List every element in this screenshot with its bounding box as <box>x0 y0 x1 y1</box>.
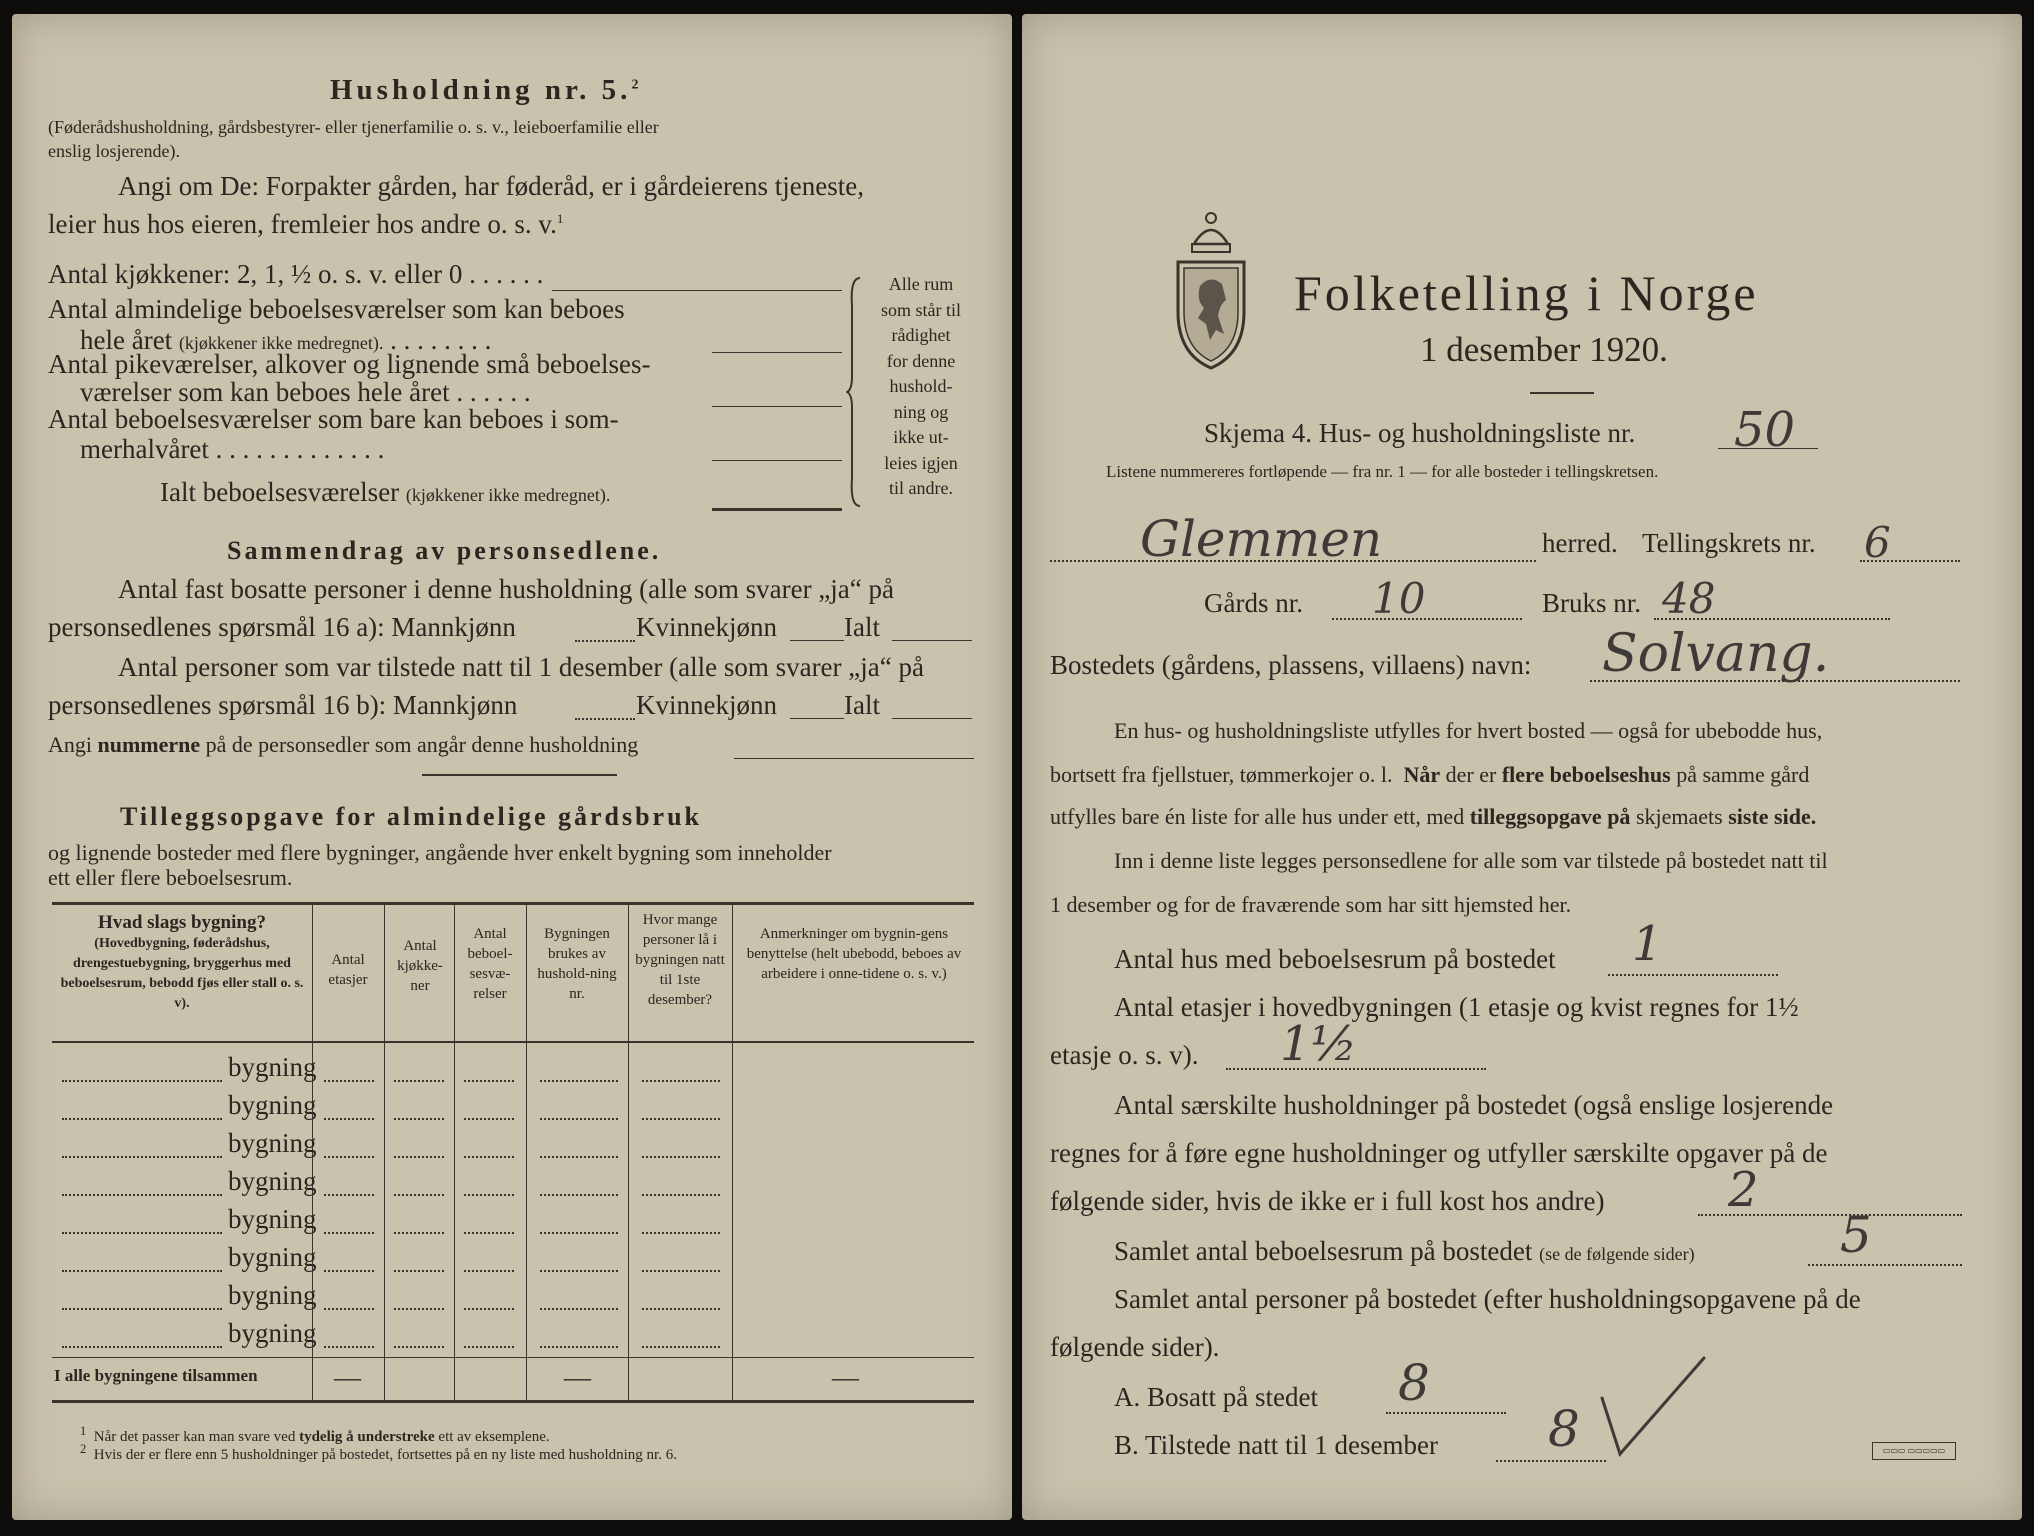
summary-male-line-2 <box>575 718 635 720</box>
row-cell-line <box>642 1156 720 1158</box>
para2-line-2: 1 desember og for de fraværende som har sitt hjemsted her. <box>1050 892 1572 917</box>
summary-line-3: Antal personer som var tilstede natt til 1 desember (alle som svarer „ja“ på <box>118 652 924 682</box>
table-row <box>56 1240 976 1278</box>
row-cell-line <box>540 1232 618 1234</box>
table-row <box>56 1202 976 1240</box>
extra-line-2: ett eller flere beboelsesrum. <box>48 865 293 890</box>
table-total-border <box>52 1357 974 1358</box>
row-cell-line <box>540 1194 618 1196</box>
gards-label: Gårds nr. <box>1204 588 1303 618</box>
present-answer-line <box>1496 1460 1606 1462</box>
summary-total-label-1: Ialt <box>844 612 880 642</box>
household-heading-sup: 2 <box>631 77 643 93</box>
schema-value: 50 <box>1734 402 1796 458</box>
rooms-q1-line-a: Antal almindelige beboelsesværelser som kan beboes <box>48 294 625 324</box>
row-cell-line <box>394 1308 444 1310</box>
table-header-persons: Hvor mange personer lå i bygningen natt til 1ste desember? <box>635 912 725 1008</box>
row-cell-line <box>324 1118 374 1120</box>
numbers-b: nummerne <box>97 732 201 757</box>
table-body <box>56 1050 976 1354</box>
row-label: bygning <box>228 1318 317 1348</box>
footnote-2-text: Hvis der er flere enn 5 husholdninger på bostedet, fortsettes på en ny liste med husholdning nr. 6. <box>93 1447 677 1463</box>
ask-line-1: Angi om De: Forpakter gården, har føderåd, er i gårdeierens tjeneste, <box>118 171 864 201</box>
table-total-dash-remarks: — <box>832 1362 859 1392</box>
row-cell-line <box>642 1308 720 1310</box>
title-divider <box>1530 392 1594 394</box>
rooms-q1-year: hele året <box>80 325 173 355</box>
households-question-1: Antal særskilte husholdninger på bostedet (også enslige losjerende <box>1114 1090 1834 1120</box>
table-total-dash-household: — <box>564 1362 591 1392</box>
row-type-line <box>62 1156 222 1158</box>
table-total-dash-floors: — <box>334 1362 361 1392</box>
row-cell-line <box>394 1232 444 1234</box>
table-bottom-border <box>52 1400 974 1403</box>
rooms-q3-line-a: Antal beboelsesværelser som bare kan beboes i som- <box>48 404 619 434</box>
row-label: bygning <box>228 1090 317 1120</box>
row-cell-line <box>642 1194 720 1196</box>
row-cell-line <box>464 1118 514 1120</box>
row-cell-line <box>394 1270 444 1272</box>
rooms-q2-answer-line <box>712 406 842 407</box>
row-cell-line <box>642 1270 720 1272</box>
row-cell-line <box>540 1080 618 1082</box>
row-type-line <box>62 1346 222 1348</box>
row-cell-line <box>540 1346 618 1348</box>
row-cell-line <box>394 1346 444 1348</box>
row-cell-line <box>642 1080 720 1082</box>
rooms-total <box>160 477 610 508</box>
table-total-label: I alle bygningene tilsammen <box>54 1366 258 1385</box>
para1-3b: tilleggsopgave på <box>1469 804 1631 829</box>
rooms-q1-answer-line <box>712 352 842 353</box>
row-cell-line <box>540 1308 618 1310</box>
row-cell-line <box>464 1232 514 1234</box>
summary-line-1: Antal fast bosatte personer i denne husholdning (alle som svarer „ja“ på <box>118 574 894 604</box>
form-date: 1 desember 1920. <box>1420 330 1668 369</box>
footnote-1a: Når det passer kan man svare ved <box>93 1429 296 1445</box>
summary-heading: Sammendrag av personsedlene. <box>227 536 662 565</box>
rooms-question <box>1114 1236 1695 1267</box>
table-row <box>56 1164 976 1202</box>
form-title: Folketelling i Norge <box>1294 265 1759 321</box>
row-cell-line <box>324 1156 374 1158</box>
brace-icon <box>846 276 862 508</box>
para1-2d: flere beboelseshus <box>1501 762 1671 787</box>
row-type-line <box>62 1080 222 1082</box>
rooms-total-note: (kjøkkener ikke medregnet). <box>405 485 611 505</box>
row-cell-line <box>324 1346 374 1348</box>
herred-label: herred. <box>1542 528 1618 558</box>
row-type-line <box>62 1270 222 1272</box>
table-header-type <box>56 912 308 1014</box>
footnote-2-num: 2 <box>80 1442 87 1456</box>
row-cell-line <box>464 1308 514 1310</box>
para1-2a: bortsett fra fjellstuer, tømmerkojer o. l. <box>1050 762 1393 787</box>
present-value: 8 <box>1548 1400 1580 1458</box>
gards-value: 10 <box>1372 574 1426 623</box>
bosted-label: Bostedets (gårdens, plassens, villaens) navn: <box>1050 650 1532 680</box>
floors-value: 1½ <box>1280 1016 1358 1072</box>
gards-answer-line <box>1332 618 1522 620</box>
row-cell-line <box>540 1270 618 1272</box>
summary-female-label-2: Kvinnekjønn <box>636 690 777 720</box>
para1-3c: skjemaets <box>1635 804 1723 829</box>
row-cell-line <box>394 1118 444 1120</box>
extra-line-1: og lignende bosteder med flere bygninger, angående hver enkelt bygning som inneholder <box>48 840 832 865</box>
floors-question-2: etasje o. s. v). <box>1050 1040 1199 1070</box>
row-label: bygning <box>228 1280 317 1310</box>
extra-heading: Tilleggsopgave for almindelige gårdsbruk <box>120 802 703 831</box>
houses-answer-line <box>1608 974 1778 976</box>
present-label: B. Tilstede natt til 1 desember <box>1114 1430 1438 1460</box>
bosted-value: Solvang. <box>1602 624 1830 684</box>
para2-line-1: Inn i denne liste legges personsedlene for alle som var tilstede på bostedet natt til <box>1114 848 1828 873</box>
right-page <box>1022 14 2022 1520</box>
rooms-value: 5 <box>1840 1206 1872 1264</box>
table-row <box>56 1316 976 1354</box>
table-top-border <box>52 902 974 905</box>
row-cell-line <box>540 1156 618 1158</box>
table-header-remarks: Anmerkninger om bygnin-gens benyttelse (helt ubebodd, beboes av arbeidere i onne-tidene o. s. v.) <box>746 926 962 982</box>
brace-note-line: for denne <box>886 350 956 371</box>
brace-note <box>862 272 980 502</box>
table-header-type-title: Hvad slags bygning? <box>98 912 266 933</box>
table-row <box>56 1088 976 1126</box>
table-row <box>56 1126 976 1164</box>
rooms-q2-line-a: Antal pikeværelser, alkover og lignende små beboelses- <box>48 349 651 379</box>
ask-line-2 <box>48 209 563 240</box>
bruks-label: Bruks nr. <box>1542 588 1642 618</box>
summary-total-label-2: Ialt <box>844 690 880 720</box>
para1-line-1: En hus- og husholdningsliste utfylles for hvert bosted — også for ubebodde hus, <box>1114 718 1823 743</box>
rooms-total-label: Ialt beboelsesværelser <box>160 477 400 507</box>
coat-of-arms-icon <box>1170 204 1252 374</box>
row-label: bygning <box>228 1052 317 1082</box>
row-label: bygning <box>228 1166 317 1196</box>
rooms-question-note: (se de følgende sider) <box>1539 1244 1695 1264</box>
persons-question-1: Samlet antal personer på bostedet (efter husholdningsopgavene på de <box>1114 1284 1861 1314</box>
households-question-2: regnes for å føre egne husholdninger og utfyller særskilte opgaver på de <box>1050 1138 1828 1168</box>
persons-question-2: følgende sider). <box>1050 1332 1220 1362</box>
numbering-note: Listene nummereres fortløpende — fra nr. 1 — for alle bosteder i tellingskretsen. <box>1106 462 1659 481</box>
rooms-answer-line <box>1808 1264 1962 1266</box>
krets-label: Tellingskrets nr. <box>1642 528 1816 558</box>
row-cell-line <box>464 1080 514 1082</box>
households-value: 2 <box>1728 1162 1759 1218</box>
table-row <box>56 1278 976 1316</box>
table-header-household: Bygningen brukes av hushold-ning nr. <box>537 926 617 1002</box>
footnote-2 <box>80 1442 677 1464</box>
para1-2b: Når <box>1403 762 1441 787</box>
row-cell-line <box>324 1232 374 1234</box>
rooms-q3-line-b: merhalvåret . . . . . . . . . . . . . <box>80 434 385 464</box>
summary-female-label-1: Kvinnekjønn <box>636 612 777 642</box>
household-heading-text: Husholdning nr. 5. <box>330 74 632 106</box>
table-header-rooms: Antal beboel-sesvæ-relser <box>467 926 513 1002</box>
brace-note-line: til andre. <box>889 478 953 498</box>
krets-value: 6 <box>1864 518 1891 567</box>
printer-stamp: ▭▭▭ ▭▭▭▭▭ <box>1872 1442 1956 1460</box>
row-label: bygning <box>228 1128 317 1158</box>
summary-male-line-1 <box>575 640 635 642</box>
bruks-value: 48 <box>1662 574 1716 623</box>
brace-note-line: rådighet <box>891 325 951 345</box>
para1-line-2 <box>1050 762 1809 788</box>
footnote-1-num: 1 <box>80 1424 87 1438</box>
para1-3d: siste side. <box>1728 804 1817 829</box>
row-type-line <box>62 1232 222 1234</box>
footnote-1c: ett av eksemplene. <box>438 1429 550 1445</box>
check-mark-icon <box>1594 1354 1714 1464</box>
para1-2c: der er <box>1445 762 1497 787</box>
rooms-q2-line-b: værelser som kan beboes hele året . . . . . . <box>80 377 531 407</box>
row-cell-line <box>642 1346 720 1348</box>
numbers-c: på de personsedler som angår denne husholdning <box>205 732 639 757</box>
household-heading <box>330 74 642 107</box>
rooms-q1-note: (kjøkkener ikke medregnet). <box>178 333 384 353</box>
brace-note-line: ikke ut- <box>893 427 949 447</box>
resident-value: 8 <box>1398 1354 1430 1412</box>
brace-note-line: hushold- <box>889 376 953 396</box>
row-cell-line <box>464 1270 514 1272</box>
row-cell-line <box>540 1118 618 1120</box>
table-header-kitchens: Antal kjøkke-ner <box>397 938 443 994</box>
para1-2e: på samme gård <box>1676 762 1810 787</box>
para1-3a: utfylles bare én liste for alle hus under ett, med <box>1050 804 1465 829</box>
row-cell-line <box>394 1194 444 1196</box>
row-label: bygning <box>228 1242 317 1272</box>
resident-answer-line <box>1386 1412 1506 1414</box>
row-cell-line <box>324 1308 374 1310</box>
numbers-answer-line <box>734 758 974 759</box>
ask-line-2-text: leier hus hos eieren, fremleier hos andre o. s. v. <box>48 209 557 239</box>
row-cell-line <box>324 1270 374 1272</box>
table-header-type-sub: (Hovedbygning, føderådshus, drengestuebygning, bryggerhus med beboelsesrum, bebodd fjøs eller stall o. s. v). <box>60 936 304 1011</box>
brace-note-line: som står til <box>881 299 961 320</box>
rooms-total-answer-line <box>712 508 842 511</box>
table-header-border <box>52 1041 974 1043</box>
households-question-3: følgende sider, hvis de ikke er i full kost hos andre) <box>1050 1186 1605 1216</box>
kitchens-answer-line <box>552 290 842 291</box>
schema-label: Skjema 4. Hus- og husholdningsliste nr. <box>1204 418 1636 448</box>
para1-line-3 <box>1050 804 1816 830</box>
row-cell-line <box>324 1080 374 1082</box>
houses-question: Antal hus med beboelsesrum på bostedet <box>1114 944 1556 974</box>
row-type-line <box>62 1308 222 1310</box>
footnote-1b: tydelig å understreke <box>299 1429 435 1445</box>
summary-total-line-2 <box>892 718 972 719</box>
row-cell-line <box>464 1194 514 1196</box>
summary-line-2: personsedlenes spørsmål 16 a): Mannkjønn <box>48 612 516 642</box>
table-row <box>56 1050 976 1088</box>
herred-value: Glemmen <box>1140 510 1383 568</box>
resident-label: A. Bosatt på stedet <box>1114 1382 1318 1412</box>
row-type-line <box>62 1118 222 1120</box>
table-header-floors: Antal etasjer <box>328 952 368 988</box>
brace-note-line: leies igjen <box>884 452 958 473</box>
summary-female-line-2 <box>790 718 844 719</box>
row-cell-line <box>394 1156 444 1158</box>
row-cell-line <box>642 1232 720 1234</box>
kitchens-question: Antal kjøkkener: 2, 1, ½ o. s. v. eller 0 . . . . . . <box>48 259 544 289</box>
row-cell-line <box>394 1080 444 1082</box>
section-divider <box>422 774 617 776</box>
household-subheading-1: (Føderådshusholdning, gårdsbestyrer- eller tjenerfamilie o. s. v., leieboerfamilie eller <box>48 117 659 137</box>
row-type-line <box>62 1194 222 1196</box>
row-cell-line <box>324 1194 374 1196</box>
ask-line-2-sup: 1 <box>556 211 564 226</box>
rooms-question-text: Samlet antal beboelsesrum på bostedet <box>1114 1236 1533 1266</box>
left-page <box>12 14 1012 1520</box>
numbers-line <box>48 732 638 758</box>
summary-female-line-1 <box>790 640 844 641</box>
household-subheading-2: enslig losjerende). <box>48 141 180 161</box>
brace-note-line: ning og <box>893 401 949 422</box>
row-label: bygning <box>228 1204 317 1234</box>
brace-note-line: Alle rum <box>888 274 954 294</box>
rooms-q3-answer-line <box>712 460 842 461</box>
rooms-q1-line-b: hele året (kjøkkener ikke medregnet). . . . . . . . . <box>80 325 492 355</box>
summary-total-line-1 <box>892 640 972 641</box>
row-cell-line <box>642 1118 720 1120</box>
floors-question-1: Antal etasjer i hovedbygningen (1 etasje og kvist regnes for 1½ <box>1114 992 1799 1022</box>
row-cell-line <box>464 1346 514 1348</box>
numbers-a: Angi <box>48 732 92 757</box>
houses-value: 1 <box>1632 916 1663 972</box>
summary-line-4: personsedlenes spørsmål 16 b): Mannkjønn <box>48 690 518 720</box>
row-cell-line <box>464 1156 514 1158</box>
